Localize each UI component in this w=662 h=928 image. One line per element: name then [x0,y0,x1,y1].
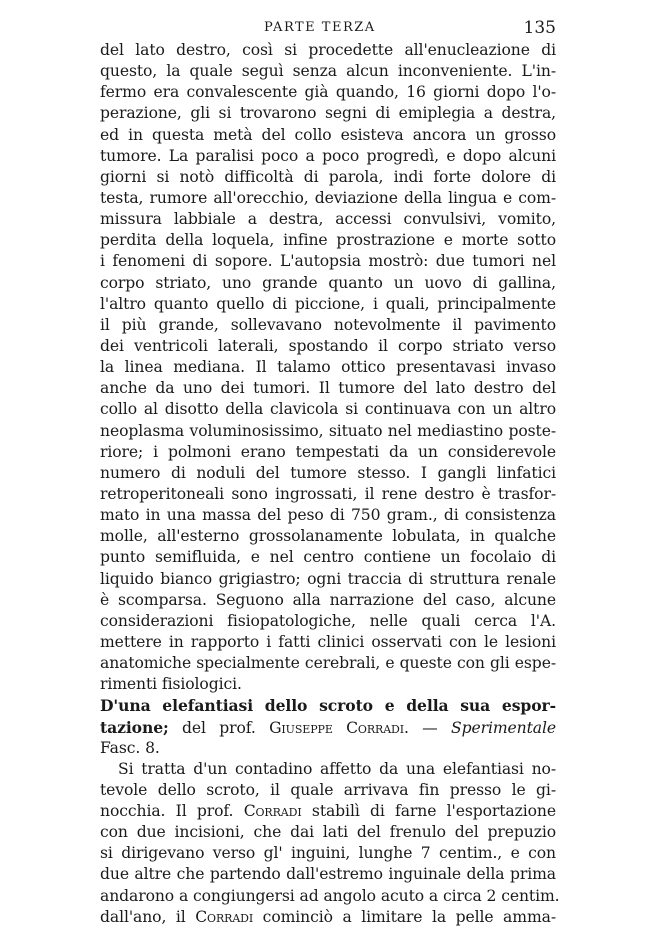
text-line: i fenomeni di sopore. L'autopsia mostrò: due tumori nel [100,252,556,271]
text-line: retroperitoneali sono ingrossati, il rene destro è trasfor- [100,484,556,503]
text-line [100,907,556,928]
article-title-line [100,717,556,738]
text-line: giorni si notò difficoltà di parola, indi forte dolore di [100,167,556,186]
text-fragment: nocchia. Il prof. [100,802,244,821]
text-line [100,801,556,822]
text-line: testa, rumore all'orecchio, deviazione della lingua e com- [100,188,556,207]
text-line: collo al disotto della clavicola si continuava con un altro [100,400,556,419]
text-line: anatomiche specialmente cerebrali, e queste con gli espe- [100,654,556,673]
text-line: rimenti fisiologici. [100,675,242,694]
body-text [100,40,560,928]
article-heading [100,695,556,758]
text-line: perazione, gli si trovarono segni di emiplegia a destra, [100,104,556,123]
text-line: tumore. La paralisi poco a poco progredì, e dopo alcuni [100,146,556,165]
running-title: PARTE TERZA [264,20,376,35]
text-line: punto semifluida, e nel centro contiene un focolaio di [100,548,556,567]
text-line: la linea mediana. Il talamo ottico presentavasi invaso [100,358,556,377]
paragraph-case-report [100,40,556,695]
text-line: neoplasma voluminosissimo, situato nel mediastino poste- [100,421,556,440]
author-name: Giuseppe Corradi [269,718,404,737]
text-fragment: cominciò a limitare la pelle amma- [253,907,556,926]
text-line: ed in questa metà del collo esisteva ancora un grosso [100,125,556,144]
text-line: perdita della loquela, infine prostrazione e morte sotto [100,231,556,250]
text-line: due altre che partendo dall'estremo inguinale della prima [100,865,556,884]
author-mention: Corradi [243,802,302,821]
text-line: del lato destro, così si procedette all'enucleazione di [100,41,556,59]
paragraph-case-elephantiasis [100,759,560,928]
article-title-end: tazione; [100,717,169,737]
author-mention: Corradi [195,907,254,926]
text-line: con due incisioni, che dai lati del frenulo del prepuzio [100,823,556,842]
text-line: il più grande, sollevavano notevolmente il pavimento [100,315,556,334]
text-line: si dirigevano verso gl' inguini, lunghe 7 centim., e con [100,844,556,863]
text-line: corpo striato, uno grande quanto un uovo di gallina, [100,273,556,292]
text-fragment: stabilì di farne l'esportazione [301,802,556,821]
text-line: è scomparsa. Seguono alla narrazione del caso, alcune [100,590,556,609]
text-line: tevole dello scroto, il quale arrivava fin presso le gi- [100,780,556,799]
text-line: numero di noduli del tumore stesso. I gangli linfatici [100,463,556,482]
text-line: anche da uno dei tumori. Il tumore del lato destro del [100,379,556,398]
text-line: mettere in rapporto i fatti clinici osservati con le lesioni [100,632,556,651]
text-line: mato in una massa del peso di 750 gram., di consistenza [100,506,556,525]
byline-prefix: del prof. [168,718,270,737]
text-fragment: dall'ano, il [100,907,196,926]
journal-name: Sperimentale [451,718,556,737]
text-line: l'altro quanto quello di piccione, i quali, principalmente [100,294,556,313]
text-line: andarono a congiungersi ad angolo acuto a circa 2 centim. [100,886,560,905]
article-fascicle: Fasc. 8. [100,738,160,757]
article-title-line: D'una elefantiasi dello scroto e della sua espor- [100,696,556,716]
byline-separator: . — [404,718,452,737]
text-line: dei ventricoli laterali, spostando il corpo striato verso [100,336,556,355]
text-line: liquido bianco grigiastro; ogni traccia di struttura renale [100,569,556,588]
page-number: 135 [523,18,556,38]
text-line: molle, all'esterno grossolanamente lobulata, in qualche [100,527,556,546]
text-line: fermo era convalescente già quando, 16 giorni dopo l'o- [100,83,556,102]
text-line: Si tratta d'un contadino affetto da una elefantiasi no- [118,759,556,778]
text-line: considerazioni fisiopatologiche, nelle quali cerca l'A. [100,611,556,630]
text-line: questo, la quale seguì senza alcun inconveniente. L'in- [100,62,556,81]
running-header [94,18,556,42]
text-line: riore; i polmoni erano tempestati da un considerevole [100,442,556,461]
text-line: missura labbiale a destra, accessi convulsivi, vomito, [100,210,556,229]
